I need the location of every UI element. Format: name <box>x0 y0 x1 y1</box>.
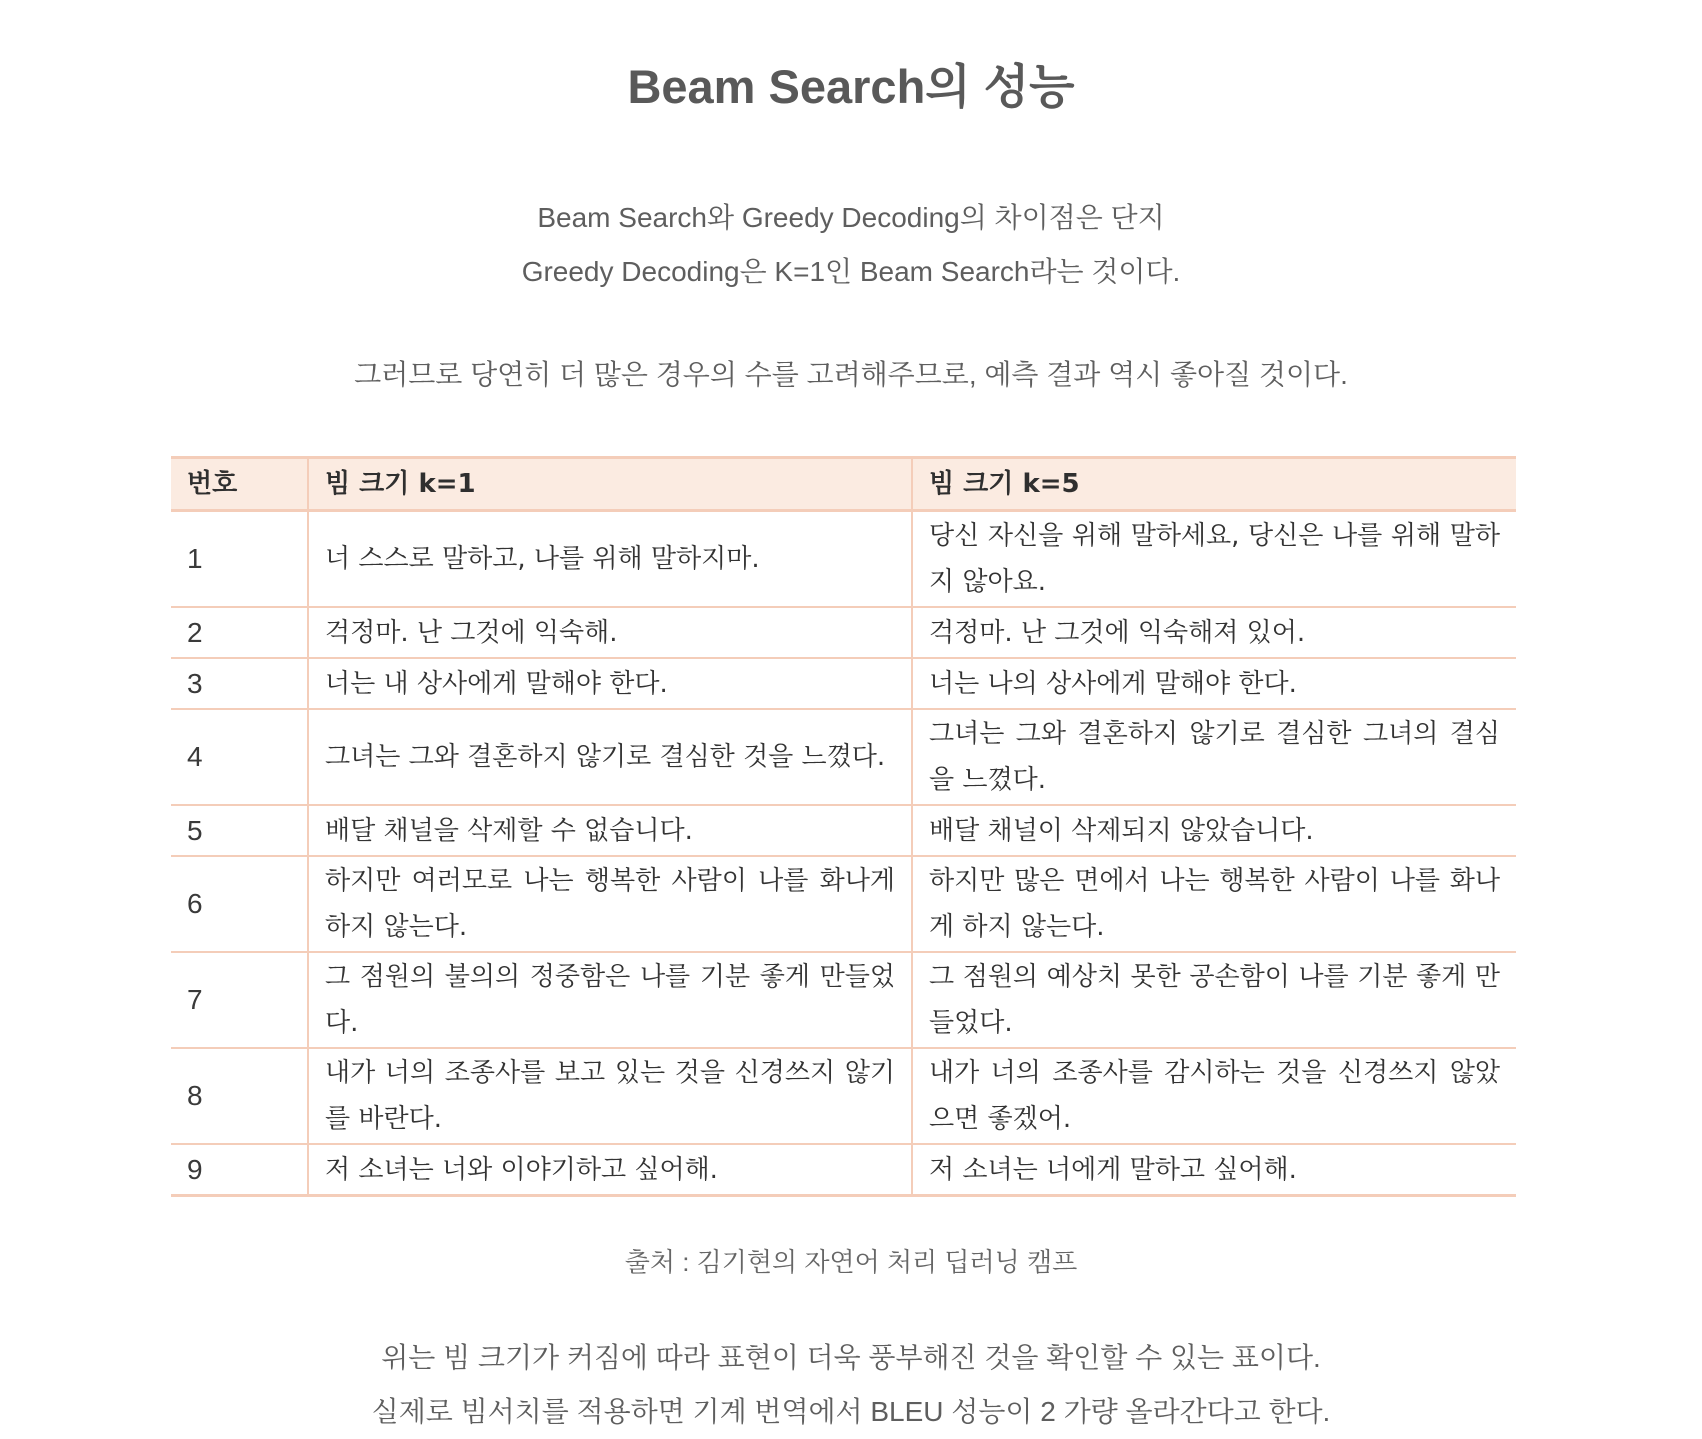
header-number: 번호 <box>171 458 308 511</box>
outro-line-1: 위는 빔 크기가 커짐에 따라 표현이 더욱 풍부해진 것을 확인할 수 있는 표이다. <box>381 1342 1321 1373</box>
k5-translation: 하지만 많은 면에서 나는 행복한 사람이 나를 화나게 하지 않는다. <box>912 856 1516 952</box>
k1-translation: 내가 너의 조종사를 보고 있는 것을 신경쓰지 않기를 바란다. <box>308 1048 912 1144</box>
table-row <box>171 952 1516 1048</box>
outro-paragraph <box>0 1331 1702 1439</box>
row-number: 2 <box>171 607 308 658</box>
table-row <box>171 658 1516 709</box>
k5-translation: 배달 채널이 삭제되지 않았습니다. <box>912 805 1516 856</box>
k1-translation: 걱정마. 난 그것에 익숙해. <box>308 607 912 658</box>
row-number: 1 <box>171 511 308 608</box>
table-row <box>171 856 1516 952</box>
beam-comparison-table-container <box>171 456 1516 1197</box>
k1-translation: 너는 내 상사에게 말해야 한다. <box>308 658 912 709</box>
outro-line-2: 실제로 빔서치를 적용하면 기계 번역에서 BLEU 성능이 2 가량 올라간다고 한다. <box>371 1396 1331 1427</box>
k5-translation: 그녀는 그와 결혼하지 않기로 결심한 그녀의 결심을 느꼈다. <box>912 709 1516 805</box>
header-beam-k5: 빔 크기 k=5 <box>912 458 1516 511</box>
table-caption: 출처 : 김기현의 자연어 처리 딥러닝 캠프 <box>624 1247 1078 1277</box>
k1-translation: 그 점원의 불의의 정중함은 나를 기분 좋게 만들었다. <box>308 952 912 1048</box>
table-row <box>171 709 1516 805</box>
intro-paragraph <box>0 191 1702 299</box>
row-number: 8 <box>171 1048 308 1144</box>
row-number: 5 <box>171 805 308 856</box>
table-row <box>171 607 1516 658</box>
row-number: 6 <box>171 856 308 952</box>
row-number: 9 <box>171 1144 308 1196</box>
k5-translation: 내가 너의 조종사를 감시하는 것을 신경쓰지 않았으면 좋겠어. <box>912 1048 1516 1144</box>
row-number: 7 <box>171 952 308 1048</box>
intro-line-2: Greedy Decoding은 K=1인 Beam Search라는 것이다. <box>521 256 1181 287</box>
k5-translation: 너는 나의 상사에게 말해야 한다. <box>912 658 1516 709</box>
row-number: 4 <box>171 709 308 805</box>
table-header-row <box>171 458 1516 511</box>
header-beam-k1: 빔 크기 k=1 <box>308 458 912 511</box>
table-row <box>171 1048 1516 1144</box>
intro-line-3: 그러므로 당연히 더 많은 경우의 수를 고려해주므로, 예측 결과 역시 좋아질 것이다. <box>354 359 1348 390</box>
table-row <box>171 1144 1516 1196</box>
k1-translation: 그녀는 그와 결혼하지 않기로 결심한 것을 느꼈다. <box>308 709 912 805</box>
intro-line-1: Beam Search와 Greedy Decoding의 차이점은 단지 <box>537 202 1165 233</box>
row-number: 3 <box>171 658 308 709</box>
k1-translation: 하지만 여러모로 나는 행복한 사람이 나를 화나게 하지 않는다. <box>308 856 912 952</box>
table-row <box>171 511 1516 608</box>
page-title: Beam Search의 성능 <box>627 60 1075 113</box>
k5-translation: 당신 자신을 위해 말하세요, 당신은 나를 위해 말하지 않아요. <box>912 511 1516 608</box>
k1-translation: 배달 채널을 삭제할 수 없습니다. <box>308 805 912 856</box>
k1-translation: 저 소녀는 너와 이야기하고 싶어해. <box>308 1144 912 1196</box>
k1-translation: 너 스스로 말하고, 나를 위해 말하지마. <box>308 511 912 608</box>
table-row <box>171 805 1516 856</box>
k5-translation: 걱정마. 난 그것에 익숙해져 있어. <box>912 607 1516 658</box>
k5-translation: 그 점원의 예상치 못한 공손함이 나를 기분 좋게 만들었다. <box>912 952 1516 1048</box>
beam-comparison-table <box>171 456 1516 1197</box>
k5-translation: 저 소녀는 너에게 말하고 싶어해. <box>912 1144 1516 1196</box>
